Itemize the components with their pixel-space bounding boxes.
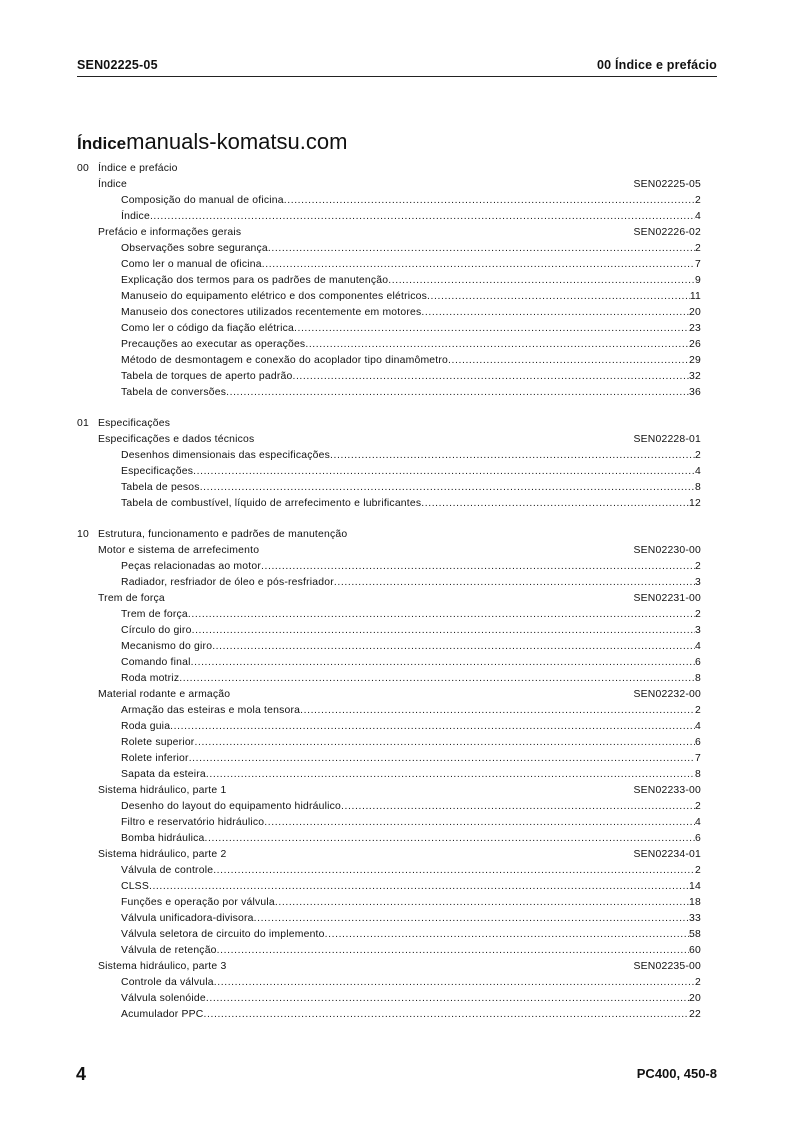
section-code: SEN02226-02 bbox=[633, 227, 701, 238]
toc-entry[interactable] bbox=[77, 895, 701, 911]
section-title: Sistema hidráulico, parte 1 bbox=[98, 785, 227, 796]
header-divider bbox=[77, 76, 717, 77]
dot-leader bbox=[200, 480, 695, 496]
toc-entry[interactable] bbox=[77, 719, 701, 735]
section-heading bbox=[77, 225, 701, 241]
watermark: manuals-komatsu.com bbox=[126, 129, 348, 154]
dot-leader bbox=[206, 991, 689, 1007]
table-of-contents bbox=[77, 161, 701, 1023]
toc-entry[interactable] bbox=[77, 464, 701, 480]
toc-entry[interactable] bbox=[77, 305, 701, 321]
toc-entry-page: 3 bbox=[695, 625, 701, 636]
dot-leader bbox=[341, 799, 695, 815]
section-heading bbox=[77, 847, 701, 863]
toc-entry-title: Válvula de retenção bbox=[121, 945, 217, 956]
dot-leader bbox=[284, 193, 695, 209]
toc-entry-title: Método de desmontagem e conexão do acoplador tipo dinamômetro bbox=[121, 355, 449, 366]
toc-entry-page: 6 bbox=[695, 657, 701, 668]
toc-entry[interactable] bbox=[77, 735, 701, 751]
chapter-title: Especificações bbox=[98, 418, 171, 429]
toc-entry-title: Círculo do giro bbox=[121, 625, 192, 636]
dot-leader bbox=[275, 895, 689, 911]
toc-entry-page: 23 bbox=[689, 323, 701, 334]
toc-entry-title: Bomba hidráulica bbox=[121, 833, 205, 844]
toc-entry[interactable] bbox=[77, 879, 701, 895]
dot-leader bbox=[194, 735, 695, 751]
toc-entry-page: 4 bbox=[695, 641, 701, 652]
toc-entry-title: Tabela de conversões bbox=[121, 387, 227, 398]
dot-leader bbox=[206, 767, 695, 783]
title-row bbox=[77, 129, 347, 155]
toc-entry-page: 8 bbox=[695, 482, 701, 493]
toc-entry-page: 4 bbox=[695, 466, 701, 477]
toc-entry-title: Comando final bbox=[121, 657, 191, 668]
section-heading bbox=[77, 783, 701, 799]
toc-entry[interactable] bbox=[77, 815, 701, 831]
toc-entry[interactable] bbox=[77, 639, 701, 655]
dot-leader bbox=[421, 496, 689, 512]
section-code: SEN02225-05 bbox=[633, 179, 701, 190]
section-heading bbox=[77, 959, 701, 975]
section-title: Trem de força bbox=[98, 593, 165, 604]
section-heading bbox=[77, 177, 701, 193]
toc-entry-page: 60 bbox=[689, 945, 701, 956]
toc-entry[interactable] bbox=[77, 496, 701, 512]
toc-entry[interactable] bbox=[77, 448, 701, 464]
section-heading bbox=[77, 432, 701, 448]
toc-entry[interactable] bbox=[77, 655, 701, 671]
chapter-title: Estrutura, funcionamento e padrões de manutenção bbox=[98, 529, 348, 540]
section-code: SEN02231-00 bbox=[633, 593, 701, 604]
dot-leader bbox=[264, 815, 695, 831]
toc-entry-title: Como ler o código da fiação elétrica bbox=[121, 323, 294, 334]
toc-entry-page: 2 bbox=[695, 705, 701, 716]
toc-entry-title: Válvula unificadora-divisora bbox=[121, 913, 254, 924]
section-heading bbox=[77, 591, 701, 607]
toc-entry-page: 58 bbox=[689, 929, 701, 940]
section-code: SEN02234-01 bbox=[633, 849, 701, 860]
dot-leader bbox=[427, 289, 690, 305]
toc-entry-title: Válvula de controle bbox=[121, 865, 214, 876]
toc-entry-page: 4 bbox=[695, 211, 701, 222]
dot-leader bbox=[193, 464, 695, 480]
toc-entry-page: 33 bbox=[689, 913, 701, 924]
dot-leader bbox=[325, 927, 689, 943]
dot-leader bbox=[254, 911, 689, 927]
section-code: SEN02233-00 bbox=[633, 785, 701, 796]
toc-entry[interactable] bbox=[77, 193, 701, 209]
toc-entry-title: Válvula seletora de circuito do implemento bbox=[121, 929, 325, 940]
chapter-heading bbox=[77, 161, 701, 177]
dot-leader bbox=[214, 975, 695, 991]
dot-leader bbox=[292, 369, 689, 385]
toc-entry-page: 2 bbox=[695, 609, 701, 620]
toc-entry-page: 4 bbox=[695, 817, 701, 828]
toc-entry-title: Precauções ao executar as operações bbox=[121, 339, 306, 350]
toc-entry-page: 4 bbox=[695, 721, 701, 732]
toc-entry[interactable] bbox=[77, 671, 701, 687]
toc-entry-page: 8 bbox=[695, 769, 701, 780]
dot-leader bbox=[213, 863, 695, 879]
dot-leader bbox=[204, 831, 695, 847]
toc-entry-title: Radiador, resfriador de óleo e pós-resfriador bbox=[121, 577, 334, 588]
toc-entry-title: Tabela de pesos bbox=[121, 482, 200, 493]
toc-entry-title: Tabela de torques de aperto padrão bbox=[121, 371, 293, 382]
toc-entry-title: Roda guia bbox=[121, 721, 171, 732]
toc-entry-page: 22 bbox=[689, 1009, 701, 1020]
toc-entry-page: 2 bbox=[695, 243, 701, 254]
toc-entry[interactable] bbox=[77, 353, 701, 369]
toc-entry-page: 2 bbox=[695, 561, 701, 572]
toc-entry[interactable] bbox=[77, 703, 701, 719]
toc-entry[interactable] bbox=[77, 1007, 701, 1023]
toc-entry[interactable] bbox=[77, 480, 701, 496]
toc-entry-title: Como ler o manual de oficina bbox=[121, 259, 262, 270]
dot-leader bbox=[421, 305, 689, 321]
toc-entry[interactable] bbox=[77, 289, 701, 305]
section-title: Sistema hidráulico, parte 3 bbox=[98, 961, 227, 972]
toc-entry-page: 8 bbox=[695, 673, 701, 684]
toc-entry-title: Peças relacionadas ao motor bbox=[121, 561, 261, 572]
toc-entry-title: Desenhos dimensionais das especificações bbox=[121, 450, 330, 461]
toc-entry[interactable] bbox=[77, 257, 701, 273]
toc-entry-page: 36 bbox=[689, 387, 701, 398]
toc-entry[interactable] bbox=[77, 321, 701, 337]
toc-entry-page: 32 bbox=[689, 371, 701, 382]
dot-leader bbox=[305, 337, 689, 353]
dot-leader bbox=[188, 607, 695, 623]
toc-entry-page: 3 bbox=[695, 577, 701, 588]
toc-entry-page: 2 bbox=[695, 801, 701, 812]
toc-entry-title: Mecanismo do giro bbox=[121, 641, 213, 652]
dot-leader bbox=[330, 448, 695, 464]
toc-entry-title: Trem de força bbox=[121, 609, 188, 620]
toc-entry-title: Controle da válvula bbox=[121, 977, 214, 988]
dot-leader bbox=[262, 257, 695, 273]
toc-entry-page: 11 bbox=[689, 291, 701, 302]
toc-entry-title: Manuseio dos conectores utilizados recentemente em motores bbox=[121, 307, 422, 318]
dot-leader bbox=[149, 879, 689, 895]
dot-leader bbox=[300, 703, 695, 719]
toc-entry-title: CLSS bbox=[121, 881, 149, 892]
dot-leader bbox=[150, 209, 695, 225]
section-title: Especificações e dados técnicos bbox=[98, 434, 255, 445]
toc-entry-title: Filtro e reservatório hidráulico bbox=[121, 817, 265, 828]
dot-leader bbox=[334, 575, 695, 591]
dot-leader bbox=[388, 273, 695, 289]
toc-entry-title: Rolete superior bbox=[121, 737, 195, 748]
toc-entry-title: Roda motriz bbox=[121, 673, 180, 684]
dot-leader bbox=[268, 241, 695, 257]
dot-leader bbox=[212, 639, 695, 655]
toc-entry-page: 9 bbox=[695, 275, 701, 286]
section-heading bbox=[77, 687, 701, 703]
chapter-number: 10 bbox=[77, 529, 89, 540]
chapter-heading bbox=[77, 527, 701, 543]
section-code: SEN02235-00 bbox=[633, 961, 701, 972]
toc-entry[interactable] bbox=[77, 831, 701, 847]
toc-entry-page: 29 bbox=[689, 355, 701, 366]
toc-entry[interactable] bbox=[77, 623, 701, 639]
toc-entry[interactable] bbox=[77, 607, 701, 623]
toc-entry-title: Válvula solenóide bbox=[121, 993, 206, 1004]
toc-entry-page: 2 bbox=[695, 977, 701, 988]
toc-entry[interactable] bbox=[77, 385, 701, 401]
dot-leader bbox=[192, 623, 695, 639]
dot-leader bbox=[294, 321, 689, 337]
toc-entry[interactable] bbox=[77, 943, 701, 959]
toc-entry[interactable] bbox=[77, 799, 701, 815]
section-title: Sistema hidráulico, parte 2 bbox=[98, 849, 227, 860]
toc-entry[interactable] bbox=[77, 991, 701, 1007]
dot-leader bbox=[189, 751, 695, 767]
section-title: Motor e sistema de arrefecimento bbox=[98, 545, 260, 556]
toc-entry-title: Composição do manual de oficina bbox=[121, 195, 284, 206]
section-title: Índice bbox=[98, 179, 127, 190]
section-title: Prefácio e informações gerais bbox=[98, 227, 242, 238]
toc-entry-title: Funções e operação por válvula bbox=[121, 897, 275, 908]
chapter-number: 00 bbox=[77, 163, 89, 174]
model-name: PC400, 450-8 bbox=[636, 1066, 717, 1081]
section-code: SEN02232-00 bbox=[633, 689, 701, 700]
section-title: Material rodante e armação bbox=[98, 689, 231, 700]
section-code: SEN02230-00 bbox=[633, 545, 701, 556]
toc-entry[interactable] bbox=[77, 209, 701, 225]
toc-entry[interactable] bbox=[77, 975, 701, 991]
toc-entry-title: Explicação dos termos para os padrões de manutenção bbox=[121, 275, 389, 286]
section-heading bbox=[77, 543, 701, 559]
toc-entry-page: 2 bbox=[695, 450, 701, 461]
toc-entry[interactable] bbox=[77, 369, 701, 385]
toc-entry-title: Armação das esteiras e mola tensora bbox=[121, 705, 301, 716]
toc-entry-page: 18 bbox=[689, 897, 701, 908]
header-doc-code: SEN02225-05 bbox=[77, 58, 158, 72]
page-number: 4 bbox=[76, 1064, 87, 1084]
toc-entry[interactable] bbox=[77, 559, 701, 575]
toc-entry-title: Tabela de combustível, líquido de arrefecimento e lubrificantes bbox=[121, 498, 422, 509]
toc-entry[interactable] bbox=[77, 927, 701, 943]
dot-leader bbox=[170, 719, 695, 735]
toc-entry-page: 6 bbox=[695, 833, 701, 844]
dot-leader bbox=[217, 943, 689, 959]
section-code: SEN02228-01 bbox=[633, 434, 701, 445]
header-section-title: 00 Índice e prefácio bbox=[596, 58, 717, 72]
toc-entry-page: 7 bbox=[695, 259, 701, 270]
toc-entry[interactable] bbox=[77, 751, 701, 767]
chapter-heading bbox=[77, 416, 701, 432]
toc-entry-page: 20 bbox=[689, 993, 701, 1004]
toc-entry-title: Manuseio do equipamento elétrico e dos componentes elétricos bbox=[121, 291, 428, 302]
chapter-number: 01 bbox=[77, 418, 89, 429]
toc-entry[interactable] bbox=[77, 863, 701, 879]
toc-entry-title: Observações sobre segurança bbox=[121, 243, 268, 254]
toc-entry-title: Sapata da esteira bbox=[121, 769, 206, 780]
toc-entry-page: 2 bbox=[695, 865, 701, 876]
toc-entry[interactable] bbox=[77, 337, 701, 353]
toc-entry-title: Índice bbox=[121, 211, 150, 222]
toc-entry-page: 2 bbox=[695, 195, 701, 206]
dot-leader bbox=[261, 559, 695, 575]
toc-entry[interactable] bbox=[77, 575, 701, 591]
dot-leader bbox=[191, 655, 695, 671]
toc-entry-title: Acumulador PPC bbox=[121, 1009, 204, 1020]
page-title: Índice bbox=[77, 134, 127, 153]
toc-entry-page: 20 bbox=[689, 307, 701, 318]
toc-entry-title: Rolete inferior bbox=[121, 753, 189, 764]
toc-entry-title: Especificações bbox=[121, 466, 194, 477]
toc-entry-page: 12 bbox=[689, 498, 701, 509]
dot-leader bbox=[448, 353, 689, 369]
dot-leader bbox=[226, 385, 689, 401]
toc-entry-page: 6 bbox=[695, 737, 701, 748]
toc-entry[interactable] bbox=[77, 767, 701, 783]
toc-entry[interactable] bbox=[77, 241, 701, 257]
toc-entry[interactable] bbox=[77, 273, 701, 289]
toc-entry[interactable] bbox=[77, 911, 701, 927]
toc-entry-title: Desenho do layout do equipamento hidráulico bbox=[121, 801, 342, 812]
dot-leader bbox=[179, 671, 695, 687]
toc-entry-page: 26 bbox=[689, 339, 701, 350]
dot-leader bbox=[204, 1007, 690, 1023]
toc-entry-page: 7 bbox=[695, 753, 701, 764]
toc-entry-page: 14 bbox=[689, 881, 701, 892]
chapter-title: Índice e prefácio bbox=[98, 163, 178, 174]
